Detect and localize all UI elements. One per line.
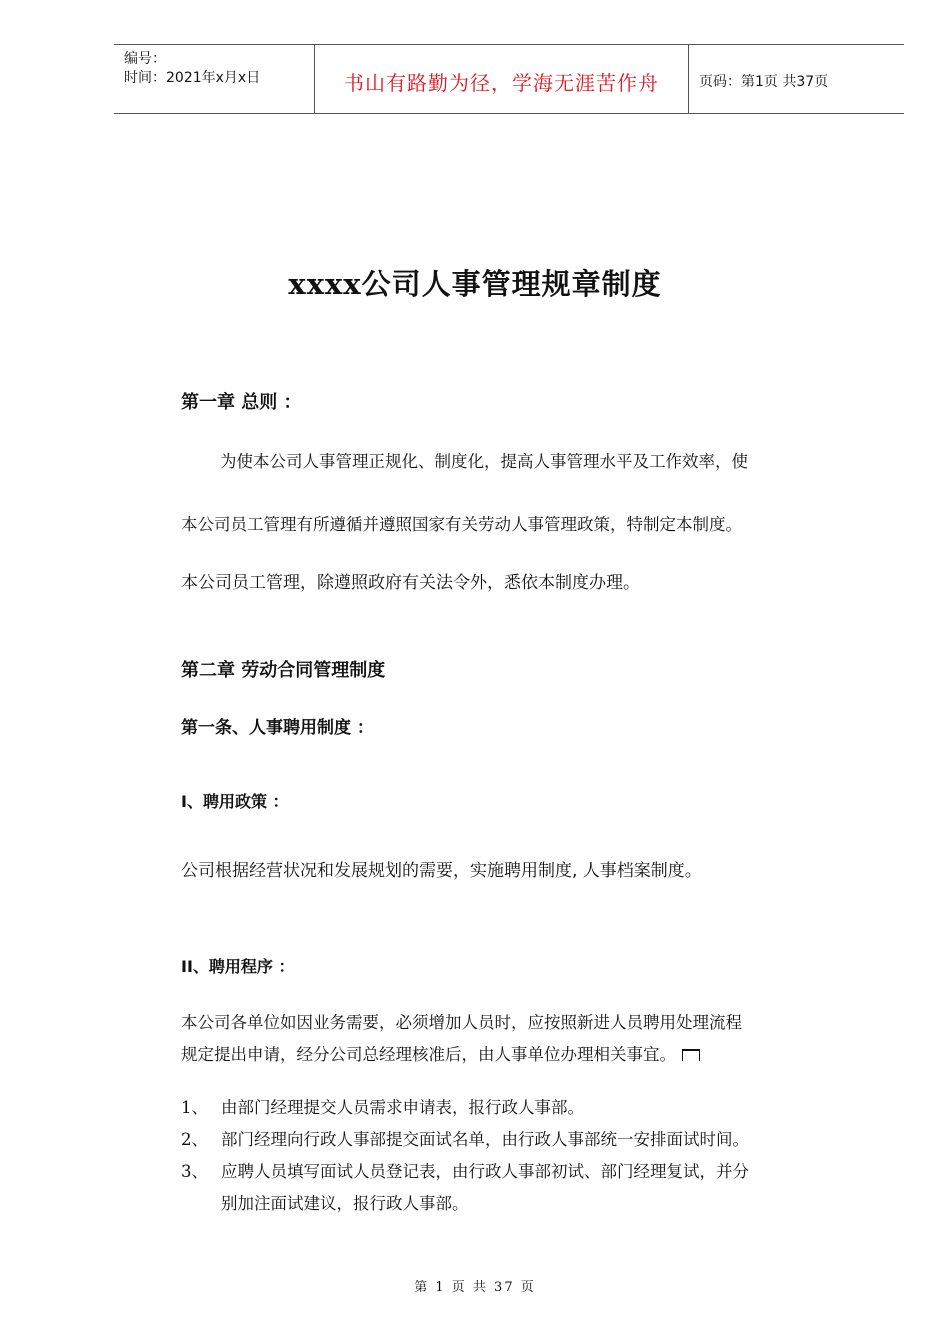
chapter1-heading: 第一章 总则 ： xyxy=(181,392,302,413)
step3-number: 3、 xyxy=(181,1162,208,1181)
step1-number: 1、 xyxy=(181,1098,208,1117)
chapter1-para1-line1: 为使本公司人事管理正规化、制度化，提高人事管理水平及工作效率，使 xyxy=(220,452,748,471)
table-insert-mark-icon xyxy=(682,1049,700,1061)
time-label: 时间：2021年x月x日 xyxy=(124,70,261,86)
step2-number: 2、 xyxy=(181,1130,208,1149)
header-motto: 书山有路勤为径，学海无涯苦作舟 xyxy=(344,71,659,95)
header-page-cell xyxy=(689,45,904,113)
header-meta-cell xyxy=(114,45,315,113)
step1-text: 由部门经理提交人员需求申请表，报行政人事部。 xyxy=(221,1098,584,1117)
serial-label: 编号： xyxy=(124,51,166,67)
chapter1-para1-line2: 本公司员工管理有所遵循并遵照国家有关劳动人事管理政策，特制定本制度。 xyxy=(181,515,742,534)
section1-heading: I、聘用政策 ： xyxy=(181,792,289,811)
step2-text: 部门经理向行政人事部提交面试名单，由行政人事部统一安排面试时间。 xyxy=(221,1130,749,1149)
chapter2-heading: 第二章 劳动合同管理制度 xyxy=(181,660,386,681)
section1-text: 公司根据经营状况和发展规划的需要，实施聘用制度, 人事档案制度。 xyxy=(181,861,702,881)
step3-text-line2: 别加注面试建议，报行政人事部。 xyxy=(221,1194,469,1213)
section2-text-line1: 本公司各单位如因业务需要，必须增加人员时，应按照新进人员聘用处理流程 xyxy=(181,1013,742,1032)
section2-text-line2 xyxy=(181,1041,700,1065)
article1-heading: 第一条、人事聘用制度 ： xyxy=(181,718,374,738)
section2-text-line2-content: 规定提出申请，经分公司总经理核准后，由人事单位办理相关事宜。 xyxy=(181,1045,676,1064)
section2-heading: II、聘用程序 ： xyxy=(181,957,295,976)
chapter1-para2: 本公司员工管理，除遵照政府有关法令外，悉依本制度办理。 xyxy=(181,573,640,593)
step3-text-line1: 应聘人员填写面试人员登记表，由行政人事部初试、部门经理复试，并分 xyxy=(221,1162,749,1181)
page-footer: 第 1 页 共 37 页 xyxy=(414,1280,536,1295)
header-page-info: 页码：第1页 共37页 xyxy=(699,74,829,90)
header-motto-cell xyxy=(315,45,689,113)
document-title: xxxx公司人事管理规章制度 xyxy=(288,267,662,301)
page-header xyxy=(114,44,904,114)
